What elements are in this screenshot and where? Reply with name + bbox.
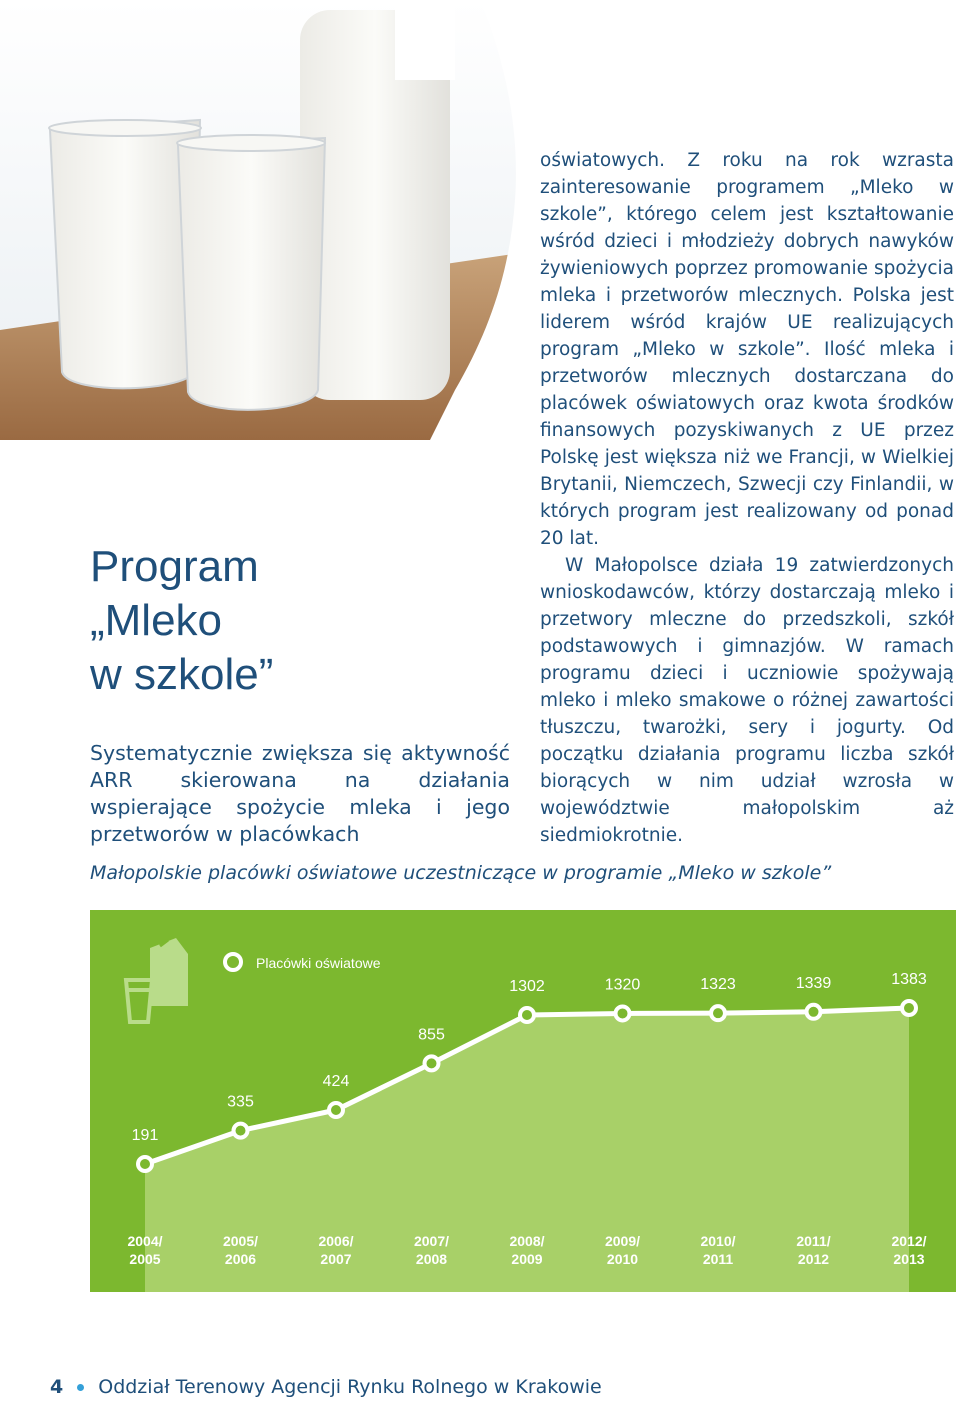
data-point [902,1001,916,1015]
category-label: 2005/ 2006 [222,1233,259,1267]
category-label: 2012/ 2013 [891,1233,927,1267]
bullet-dot [77,1384,84,1391]
category-label: 2007/ 2008 [413,1233,450,1267]
category-label: 2008/ 2009 [509,1233,545,1267]
heading-line-1: Program [90,542,259,591]
category-label: 2006/ 2007 [318,1233,354,1267]
data-point [234,1124,248,1138]
data-point [807,1005,821,1019]
data-label: 855 [418,1026,445,1044]
data-point [711,1006,725,1020]
data-label: 335 [227,1093,254,1111]
data-label: 1383 [891,971,927,988]
data-point [425,1056,439,1070]
data-label: 424 [322,1073,350,1090]
data-label: 1320 [604,976,641,994]
page-number: 4 [50,1376,64,1398]
category-label: 2009/ 2010 [604,1233,641,1267]
data-label: 191 [131,1127,159,1144]
data-point [520,1008,534,1022]
footer-text: Oddział Terenowy Agencji Rynku Rolnego w Krakowie [98,1376,602,1398]
page-heading [90,540,510,702]
heading-line-3: w szkole” [90,650,274,699]
data-label: 1339 [795,974,832,992]
legend-label: Placówki oświatowe [256,955,381,971]
chart-title: Małopolskie placówki oświatowe uczestniczące w programie „Mleko w szkole” [90,862,832,884]
data-point [329,1103,343,1117]
page-footer [50,1376,602,1398]
data-point [616,1006,630,1020]
intro-section [90,540,510,848]
data-point [138,1157,152,1171]
category-label: 2004/ 2005 [127,1233,163,1267]
data-label: 1323 [700,976,736,994]
body-text [540,147,954,849]
data-label: 1302 [509,978,545,995]
body-paragraph-1: oświatowych. Z roku na rok wzrasta zainteresowanie programem „Mleko w szkole”, którego celem jest kształtowanie wśród dzieci i młodzieży dobrych nawyków żywieniowych poprzez promowanie spożycia mleka i przetworów mlecznych. Polska jest liderem wśród krajów UE realizujących program „Mleko w szkole”. Ilość mleka i przetworów mlecznych dostarczana do placówek oświatowych oraz kwota środków finansowych pozyskiwanych z UE przez Polskę jest większa niż we Francji, w Wielkiej Brytanii, Niemczech, Szwecji czy Finlandii, w których program jest realizowany od ponad 20 lat. [540,150,954,549]
lead-paragraph: Systematycznie zwiększa się aktywność ARR skierowana na działania wspierające spożycie mleka i jego przetworów w placówkach [90,741,510,846]
participation-chart [90,910,956,1292]
heading-line-2: „Mleko [90,596,223,645]
category-label: 2010/ 2011 [700,1233,736,1267]
milk-glasses-photo [0,0,540,440]
category-label: 2011/ 2012 [796,1233,831,1267]
body-paragraph-2: W Małopolsce działa 19 zatwierdzonych wnioskodawców, którzy dostarczają mleko i przetwory mleczne do przedszkoli, szkół podstawowych i gimnazjów. W ramach programu dzieci i uczniowie spożywają mleko i mleko smakowe o różnej zawartości tłuszczu, twarożki, sery i jogurty. Od początku działania programu liczba szkół biorących w nim udział wzrosła w województwie małopolskim aż siedmiokrotnie. [540,555,954,846]
